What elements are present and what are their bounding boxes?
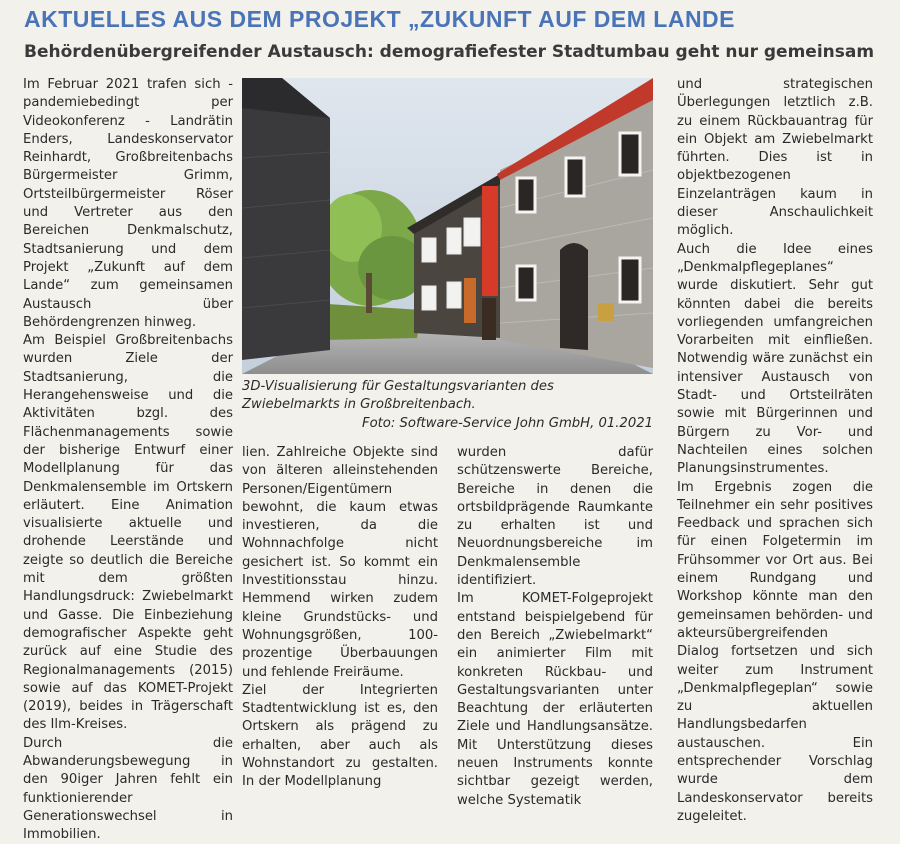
text-column-1	[23, 76, 233, 843]
paragraph: Im KOMET-Folgeprojekt entstand beispielgebend für den Bereich „Zwiebelmarkt“ ein animierter Film mit konkreten Rückbau- und Gestaltungsvarianten unter Beachtung der erläuterten Ziele und Handlungsansätze. Mit Unterstützung dieses neuen Instruments konnte sichtbar gezeigt werden, welche Systematik	[457, 591, 653, 808]
photo-caption: 3D-Visualisierung für Gestaltungsvarianten des Zwiebelmarkts in Großbreitenbach.	[242, 379, 554, 412]
article-subheadline: Behördenübergreifender Austausch: demografiefester Stadtumbau geht nur gemeinsam	[24, 42, 875, 62]
paragraph: lien. Zahlreiche Objekte sind von älteren alleinstehenden Personen/Eigentümern bewohnt, die kaum etwas investieren, da die Wohnnachfolge nicht gesichert ist. So kommt ein Investitionsstau hinzu. Hemmend wirken zudem kleine Grundstücks- und Wohnungsgrößen, 100-prozentige Überbauungen und fehlende Freiräume.	[242, 445, 438, 680]
paragraph: Am Beispiel Großbreitenbachs wurden Ziele der Stadtsanierung, die Herangehensweise und die Aktivitäten bzgl. des Flächenmanagements sowie der bisherige Entwurf einer Modellplanung für das Denkmalensemble im Ortskern erläutert. Eine Animation visualisierte aktuelle und drohende Leerstände und zeigte so deutlich die Bereiche mit dem größten Handlungsdruck: Zwiebelmarkt und Gasse. Die Einbeziehung demografischer Aspekte geht zurück auf eine Studie des Regionalmanagements (2015) sowie auf das KOMET-Projekt (2019), beides in Trägerschaft des Ilm-Kreises.	[23, 333, 233, 733]
text-column-2	[242, 444, 438, 790]
paragraph: und strategischen Überlegungen letztlich z.B. zu einem Rückbauantrag für ein Objekt am Zwiebelmarkt führten. Dies ist in objektbezogenen Einzelanträgen kaum in dieser Anschaulichkeit möglich.	[677, 77, 873, 239]
paragraph: Im Februar 2021 trafen sich - pandemiebedingt per Videokonferenz - Landrätin Enders, Landeskonservator Reinhardt, Großbreitenbachs Bürgermeister Grimm, Ortsteilbürgermeister Röser und Vertreter aus den Bereichen Denkmalschutz, Stadtsanierung und dem Projekt „Zukunft auf dem Lande“ zum gemeinsamen Austausch über Behördengrenzen hinweg.	[23, 77, 233, 330]
photo-credit: Foto: Software-Service John GmbH, 01.2021	[361, 416, 653, 431]
article-headline: AKTUELLES AUS DEM PROJEKT „ZUKUNFT AUF DEM LANDE	[24, 6, 736, 32]
paragraph: Im Ergebnis zogen die Teilnehmer ein sehr positives Feedback und sprachen sich für einen Folgetermin im Frühsommer vor Ort aus. Bei einem Rundgang und Workshop könnte man den gemeinsamen behörden- und akteursübergreifenden Dialog fortsetzen und sich weiter zum Instrument „Denkmalpflegeplan“ sowie zu aktuellen Handlungsbedarfen austauschen. Ein entsprechender Vorschlag wurde dem Landeskonservator bereits zugeleitet.	[677, 479, 873, 824]
paragraph: Auch die Idee eines „Denkmalpflegeplanes“ wurde diskutiert. Sehr gut könnten dabei die bereits vorliegenden umfangreichen Vorarbeiten mit einfließen. Notwendig wäre zunächst ein intensiver Austausch von Stadt- und Ortsteilräten sowie mit Bürgerinnen und Bürgern zu Vor- und Nachteilen eines solchen Planungsinstrumentes.	[677, 241, 873, 477]
text-column-3	[457, 444, 653, 808]
street-visualization-image	[242, 78, 653, 374]
paragraph: Ziel der Integrierten Stadtentwicklung ist es, den Ortskern als prägend zu erhalten, aber auch als Wohnstandort zu gestalten. In der Modellplanung	[242, 682, 438, 790]
article-photo	[242, 78, 653, 374]
text-column-4	[677, 76, 873, 824]
paragraph: Durch die Abwanderungsbewegung in den 90iger Jahren fehlt ein funktionierender Generationswechsel in Immobilien.	[23, 735, 233, 843]
paragraph: wurden dafür schützenswerte Bereiche, Bereiche in denen die ortsbildprägende Raumkante zu erhalten ist und Neuordnungsbereiche im Denkmalensemble identifiziert.	[457, 445, 653, 589]
